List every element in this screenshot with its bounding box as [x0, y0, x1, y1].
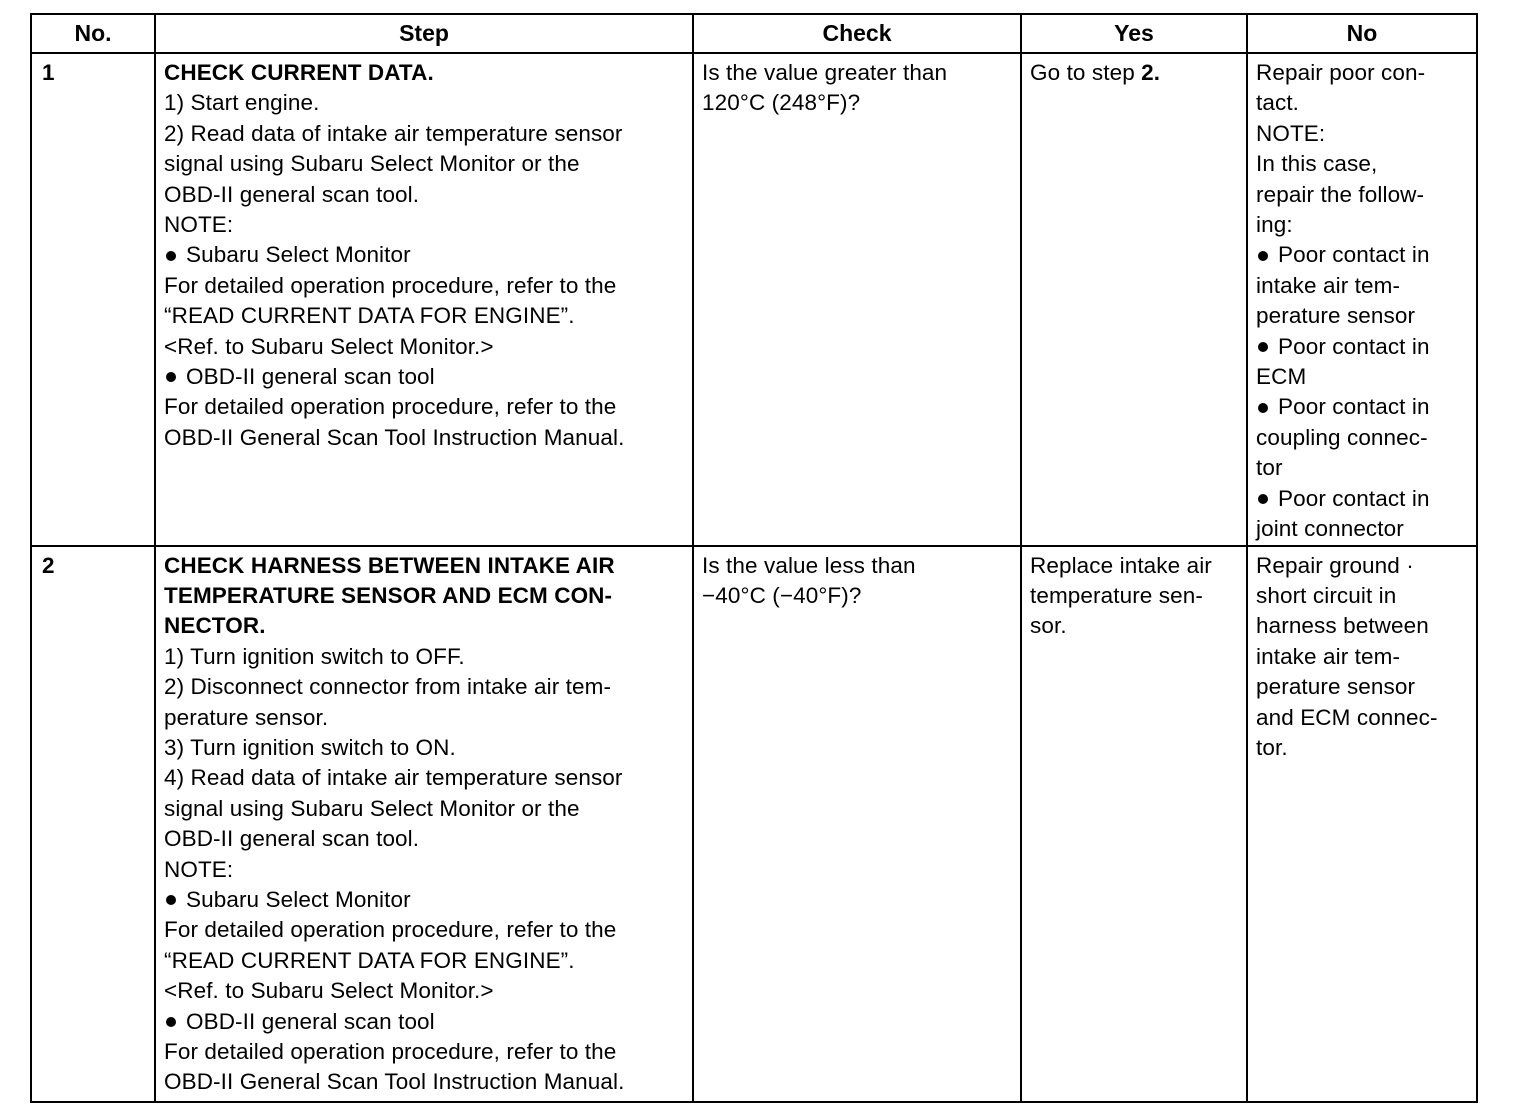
line-text: Poor contact in — [1278, 394, 1430, 420]
text-line — [164, 611, 684, 641]
line-text: sor. — [1030, 613, 1067, 639]
text-line — [164, 119, 684, 149]
line-text: OBD-II General Scan Tool Instruction Manual. — [164, 1069, 625, 1095]
line-text: Repair ground · — [1256, 552, 1414, 578]
bullet-line — [1256, 332, 1468, 362]
step-cell — [155, 53, 693, 546]
text-line — [1030, 551, 1238, 581]
text-line — [164, 1037, 684, 1067]
line-text: 2) Read data of intake air temperature sensor — [164, 120, 623, 146]
header-check: Check — [693, 14, 1021, 53]
line-text: perature sensor. — [164, 704, 329, 730]
check-text — [694, 54, 1020, 119]
table-row — [31, 546, 1477, 1102]
line-text: Poor contact in — [1278, 485, 1430, 511]
text-line — [1256, 301, 1468, 331]
line-text: Go to step — [1030, 60, 1142, 85]
check-text — [694, 547, 1020, 612]
bullet-icon — [1258, 342, 1268, 352]
text-line — [164, 703, 684, 733]
line-text: Poor contact in — [1278, 333, 1430, 359]
table-header-row — [31, 14, 1477, 53]
bullet-icon — [1258, 251, 1268, 261]
line-text: and ECM connec- — [1256, 704, 1438, 730]
line-text: NOTE: — [164, 212, 234, 238]
line-text: 1) Turn ignition switch to OFF. — [164, 643, 465, 669]
line-text: repair the follow- — [1256, 181, 1425, 207]
text-line — [1030, 58, 1238, 88]
line-text: perature sensor — [1256, 303, 1416, 329]
line-text: signal using Subaru Select Monitor or the — [164, 795, 580, 821]
line-text: intake air tem- — [1256, 643, 1401, 669]
text-line — [1256, 362, 1468, 392]
line-text: Replace intake air — [1030, 552, 1212, 578]
text-line — [702, 88, 1012, 118]
text-line — [1256, 672, 1468, 702]
line-text: harness between — [1256, 613, 1429, 639]
no-action-cell — [1247, 546, 1477, 1102]
line-text: signal using Subaru Select Monitor or the — [164, 151, 580, 177]
bullet-icon — [166, 1017, 176, 1027]
step-number-cell — [31, 53, 155, 546]
text-line — [1256, 703, 1468, 733]
line-text: short circuit in — [1256, 582, 1397, 608]
line-text: Subaru Select Monitor — [186, 886, 411, 912]
step-text — [156, 54, 692, 453]
text-line — [1256, 611, 1468, 641]
text-line — [164, 180, 684, 210]
bullet-icon — [166, 372, 176, 382]
step-number: 2 — [42, 552, 55, 578]
text-line — [164, 976, 684, 1006]
text-line — [1256, 514, 1468, 544]
text-line — [1256, 423, 1468, 453]
line-text: intake air tem- — [1256, 272, 1401, 298]
line-text: coupling connec- — [1256, 424, 1428, 450]
text-line — [164, 149, 684, 179]
no-action-text — [1248, 547, 1476, 764]
line-text: perature sensor — [1256, 674, 1416, 700]
table-row — [31, 53, 1477, 546]
line-text: OBD-II general scan tool — [186, 364, 435, 390]
line-text: tact. — [1256, 90, 1300, 116]
line-text: 3) Turn ignition switch to ON. — [164, 734, 456, 760]
bullet-line — [164, 1007, 684, 1037]
text-line — [1256, 149, 1468, 179]
header-yes: Yes — [1021, 14, 1247, 53]
text-line — [164, 672, 684, 702]
line-text: ing: — [1256, 212, 1293, 238]
bullet-line — [1256, 240, 1468, 270]
line-text: “READ CURRENT DATA FOR ENGINE”. — [164, 303, 575, 329]
line-text: <Ref. to Subaru Select Monitor.> — [164, 978, 494, 1004]
text-line — [164, 642, 684, 672]
text-line — [164, 855, 684, 885]
yes-cell — [1021, 53, 1247, 546]
line-text: For detailed operation procedure, refer to the — [164, 1039, 617, 1064]
header-no-action: No — [1247, 14, 1477, 53]
line-text: Poor contact in — [1278, 242, 1430, 268]
text-line — [164, 423, 684, 453]
text-line — [164, 301, 684, 331]
no-action-cell — [1247, 53, 1477, 546]
line-text: In this case, — [1256, 151, 1378, 177]
step-cell — [155, 546, 693, 1102]
line-text: CHECK CURRENT DATA. — [164, 60, 434, 85]
step-number-cell — [31, 546, 155, 1102]
text-line — [702, 58, 1012, 88]
line-text: tor — [1256, 455, 1283, 481]
step-number: 1 — [42, 60, 55, 85]
bullet-line — [164, 885, 684, 915]
text-line — [164, 58, 684, 88]
step-text — [156, 547, 692, 1098]
bullet-line — [1256, 484, 1468, 514]
text-line — [1256, 271, 1468, 301]
bullet-icon — [166, 251, 176, 261]
line-text: 2) Disconnect connector from intake air tem- — [164, 674, 612, 700]
text-line — [164, 915, 684, 945]
bullet-icon — [1258, 403, 1268, 413]
step-reference: 2. — [1141, 60, 1161, 85]
line-text: NECTOR. — [164, 613, 266, 639]
text-line — [164, 88, 684, 118]
line-text: tor. — [1256, 734, 1288, 760]
text-line — [164, 733, 684, 763]
header-step: Step — [155, 14, 693, 53]
text-line — [164, 332, 684, 362]
line-text: joint connector — [1256, 516, 1404, 542]
text-line — [164, 551, 684, 581]
line-text: NOTE: — [1256, 120, 1326, 146]
line-text: For detailed operation procedure, refer to the — [164, 272, 617, 298]
diagnostic-procedure-table — [30, 13, 1478, 1103]
yes-cell — [1021, 546, 1247, 1102]
line-text: OBD-II general scan tool. — [164, 181, 420, 207]
line-text: NOTE: — [164, 856, 234, 882]
bullet-line — [1256, 392, 1468, 422]
bullet-icon — [1258, 494, 1268, 504]
text-line — [164, 210, 684, 240]
text-line — [164, 946, 684, 976]
line-text: OBD-II General Scan Tool Instruction Manual. — [164, 424, 625, 450]
text-line — [702, 581, 1012, 611]
line-text: TEMPERATURE SENSOR AND ECM CON- — [164, 582, 613, 608]
line-text: ECM — [1256, 364, 1307, 390]
line-text: CHECK HARNESS BETWEEN INTAKE AIR — [164, 552, 615, 578]
check-cell — [693, 546, 1021, 1102]
line-text: −40°C (−40°F)? — [702, 582, 862, 608]
line-text: Subaru Select Monitor — [186, 242, 411, 268]
text-line — [164, 824, 684, 854]
text-line — [164, 1067, 684, 1097]
no-action-text — [1248, 54, 1476, 545]
yes-text — [1022, 54, 1246, 88]
line-text: temperature sen- — [1030, 582, 1203, 608]
text-line — [1256, 581, 1468, 611]
text-line — [1256, 58, 1468, 88]
text-line — [164, 763, 684, 793]
line-text: “READ CURRENT DATA FOR ENGINE”. — [164, 947, 575, 973]
line-text: For detailed operation procedure, refer to the — [164, 394, 617, 420]
line-text: For detailed operation procedure, refer to the — [164, 917, 617, 943]
text-line — [164, 794, 684, 824]
text-line — [1030, 611, 1238, 641]
line-text: Is the value greater than — [702, 60, 948, 85]
text-line — [1256, 88, 1468, 118]
text-line — [1256, 551, 1468, 581]
line-text: OBD-II general scan tool. — [164, 826, 420, 852]
text-line — [164, 392, 684, 422]
text-line — [1256, 119, 1468, 149]
text-line — [164, 581, 684, 611]
line-text: <Ref. to Subaru Select Monitor.> — [164, 333, 494, 359]
text-line — [1256, 180, 1468, 210]
line-text: Repair poor con- — [1256, 60, 1426, 85]
bullet-line — [164, 240, 684, 270]
line-text: 1) Start engine. — [164, 90, 320, 116]
text-line — [1256, 733, 1468, 763]
bullet-line — [164, 362, 684, 392]
line-text: 120°C (248°F)? — [702, 90, 861, 116]
yes-text — [1022, 547, 1246, 642]
bullet-icon — [166, 895, 176, 905]
header-no: No. — [31, 14, 155, 53]
text-line — [1256, 642, 1468, 672]
check-cell — [693, 53, 1021, 546]
text-line — [1256, 210, 1468, 240]
line-text: Is the value less than — [702, 552, 916, 578]
text-line — [1030, 581, 1238, 611]
text-line — [164, 271, 684, 301]
line-text: 4) Read data of intake air temperature sensor — [164, 765, 623, 791]
line-text: OBD-II general scan tool — [186, 1008, 435, 1034]
text-line — [702, 551, 1012, 581]
text-line — [1256, 453, 1468, 483]
